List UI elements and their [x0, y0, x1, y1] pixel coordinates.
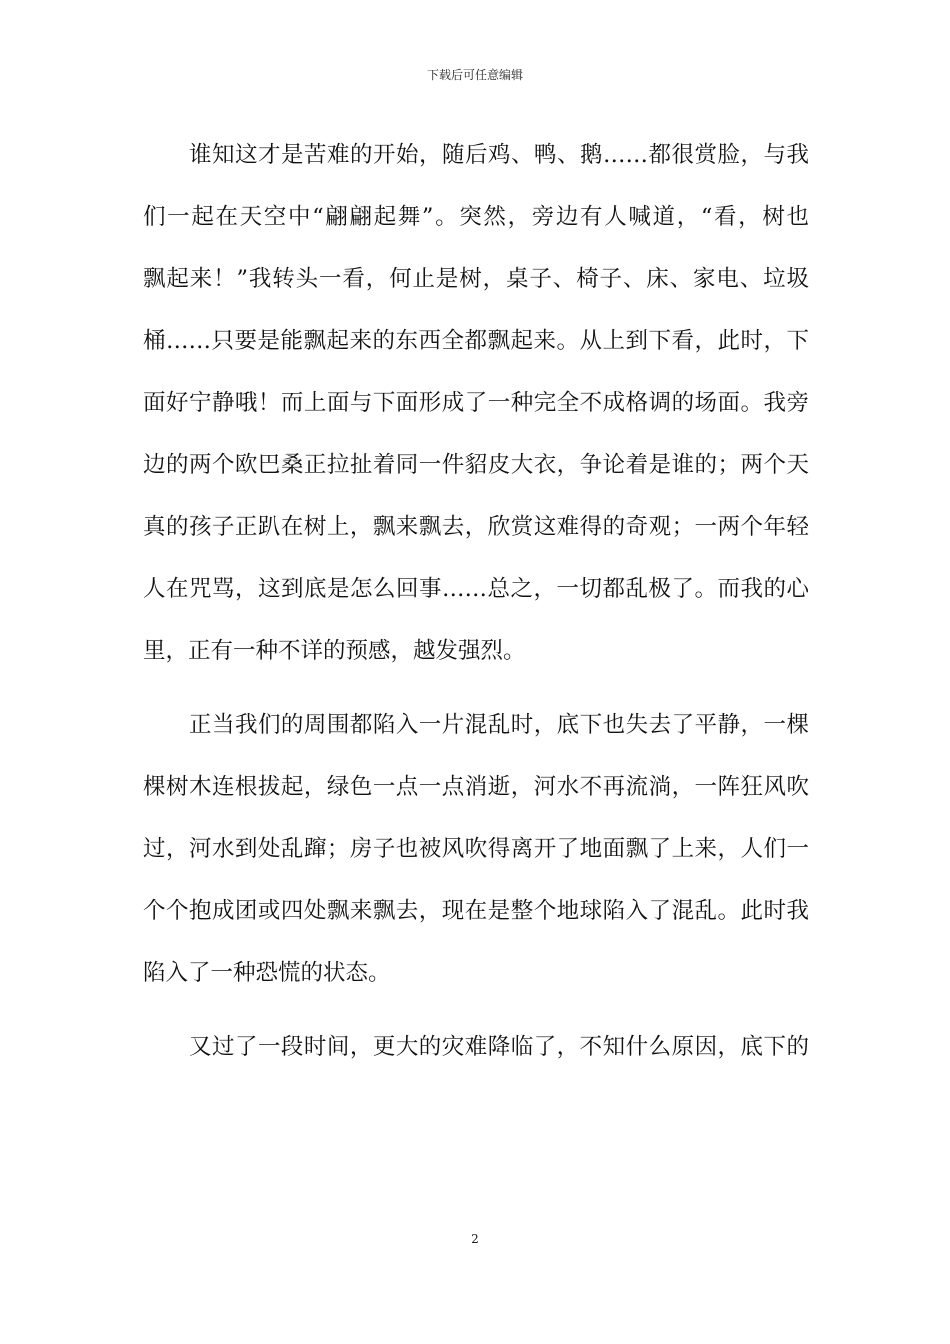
text-line: 人在咒骂，这到底是怎么回事……总之，一切都乱极了。而我的心 [143, 576, 809, 602]
text-line: 又过了一段时间，更大的灾难降临了，不知什么原因，底下的 [189, 1034, 809, 1060]
text-line: 陷入了一种恐慌的状态。 [143, 960, 391, 986]
text-line: 谁知这才是苦难的开始，随后鸡、鸭、鹅……都很赏脸，与我 [189, 142, 809, 168]
document-body [143, 124, 809, 1078]
text-line: 个个抱成团或四处飘来飘去，现在是整个地球陷入了混乱。此时我 [143, 898, 809, 924]
paragraph-2 [143, 694, 809, 1004]
text-line: 真的孩子正趴在树上，飘来飘去，欣赏这难得的奇观；一两个年轻 [143, 514, 809, 540]
text-line: 桶……只要是能飘起来的东西全都飘起来。从上到下看，此时，下 [143, 328, 809, 354]
text-line: 里，正有一种不详的预感，越发强烈。 [143, 638, 526, 664]
page-number: 2 [471, 1232, 479, 1246]
text-line: 棵树木连根拔起，绿色一点一点消逝，河水不再流淌，一阵狂风吹 [143, 774, 809, 800]
text-line: 飘起来！”我转头一看，何止是树，桌子、椅子、床、家电、垃圾 [143, 266, 809, 292]
paragraph-3 [143, 1016, 809, 1078]
page-header: 下载后可任意编辑 [426, 68, 523, 82]
text-line: 们一起在天空中“翩翩起舞”。突然，旁边有人喊道，“看，树也 [143, 204, 809, 230]
text-line: 边的两个欧巴桑正拉扯着同一件貂皮大衣，争论着是谁的；两个天 [143, 452, 809, 478]
text-line: 面好宁静哦！而上面与下面形成了一种完全不成格调的场面。我旁 [143, 390, 809, 416]
paragraph-1 [143, 124, 809, 682]
text-line: 正当我们的周围都陷入一片混乱时，底下也失去了平静，一棵 [189, 712, 809, 738]
text-line: 过，河水到处乱蹿；房子也被风吹得离开了地面飘了上来，人们一 [143, 836, 809, 862]
